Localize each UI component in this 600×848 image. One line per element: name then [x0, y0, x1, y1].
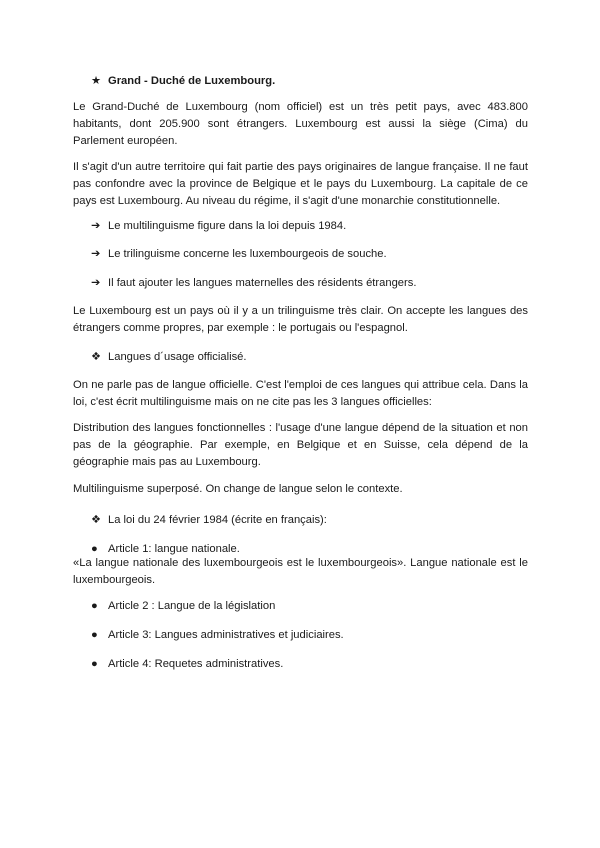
article-item: [91, 656, 283, 673]
document-title: [91, 73, 275, 90]
article-text: Article 2 : Langue de la législation: [108, 600, 276, 612]
paragraph: Multilinguisme superposé. On change de langue selon le contexte.: [73, 483, 403, 495]
list-item: [91, 275, 416, 292]
diamond-icon: ❖: [91, 514, 102, 526]
paragraph: Distribution des langues fonctionnelles : l'usage d'une langue dépend de la situation et non pas de la géographie. Par exemple, en Belgique et en Suisse, cela dépend de la géographie mais pas au Luxembourg.: [73, 422, 528, 468]
list-item: [91, 512, 327, 529]
list-item-text: Langues d´usage officialisé.: [108, 351, 247, 363]
arrow-icon: ➔: [91, 248, 101, 260]
bullet-icon: ●: [91, 629, 98, 641]
arrow-icon: ➔: [91, 277, 101, 289]
list-item: [91, 218, 346, 235]
arrow-icon: ➔: [91, 220, 101, 232]
article-item: [91, 627, 344, 644]
list-item-text: Le multilinguisme figure dans la loi depuis 1984.: [108, 220, 347, 232]
article-text: Article 1: langue nationale.: [108, 543, 240, 555]
star-icon: ★: [91, 75, 102, 87]
paragraph: Il s'agit d'un autre territoire qui fait partie des pays originaires de langue française. Il ne faut pas confondre avec la province de Belgique et le pays du Luxembourg. La capitale de ce pays est Luxembourg. Au niveau du régime, il s'agit d'une monarchie constitutionnelle.: [73, 161, 528, 207]
list-item: [91, 349, 247, 366]
bullet-icon: ●: [91, 600, 98, 612]
bullet-icon: ●: [91, 543, 98, 555]
article-text: Article 3: Langues administratives et judiciaires.: [108, 629, 344, 641]
article-text: Article 4: Requetes administratives.: [108, 658, 284, 670]
list-item-text: Il faut ajouter les langues maternelles des résidents étrangers.: [108, 277, 417, 289]
diamond-icon: ❖: [91, 351, 102, 363]
paragraph: Le Grand-Duché de Luxembourg (nom officiel) est un très petit pays, avec 483.800 habitants, dont 205.900 sont étrangers. Luxembourg est aussi la siège (Cima) du Parlement européen.: [73, 101, 528, 147]
list-item-text: Le trilinguisme concerne les luxembourgeois de souche.: [108, 248, 387, 260]
paragraph: Le Luxembourg est un pays où il y a un trilinguisme très clair. On accepte les langues des étrangers comme propres, par exemple : le portugais ou l'espagnol.: [73, 305, 528, 334]
list-item-text: La loi du 24 février 1984 (écrite en français):: [108, 514, 327, 526]
paragraph: On ne parle pas de langue officielle. C'est l'emploi de ces langues qui attribue cela. Dans la loi, c'est écrit multilinguisme mais on ne cite pas les 3 langues officielles:: [73, 379, 528, 408]
bullet-icon: ●: [91, 658, 98, 670]
title-text: Grand - Duché de Luxembourg.: [108, 75, 276, 87]
article-item: [91, 598, 275, 615]
list-item: [91, 246, 387, 263]
paragraph: «La langue nationale des luxembourgeois est le luxembourgeois». Langue nationale est le luxembourgeois.: [73, 557, 528, 586]
